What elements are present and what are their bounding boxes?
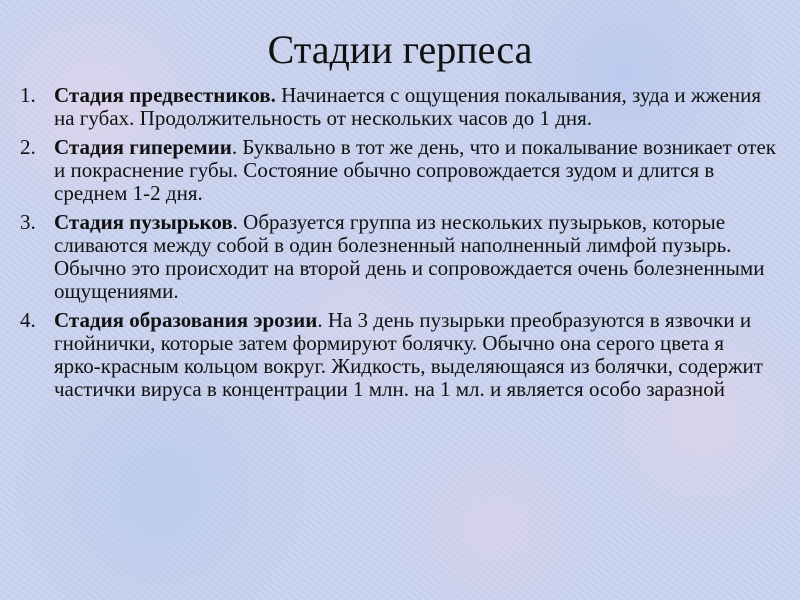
- slide-title: Стадии герпеса: [267, 27, 533, 72]
- stage-term: Стадия образования эрозии: [54, 308, 318, 332]
- stage-text: [54, 309, 776, 401]
- stage-item-3: [20, 211, 776, 303]
- stage-number: 4.: [20, 308, 36, 332]
- stage-item-2: [20, 136, 776, 205]
- stage-item-4: [20, 309, 776, 401]
- stage-number: 3.: [20, 210, 36, 234]
- stage-description: . Буквально в тот же день, что и покалывание возникает отек и покраснение губы. Состояние обычно сопровождается зудом и длится в среднем 1-2 дня.: [54, 135, 776, 205]
- stage-text: [54, 211, 776, 303]
- stage-list: [20, 84, 776, 407]
- stage-text: [54, 136, 776, 205]
- stage-number: 2.: [20, 135, 36, 159]
- stage-text: [54, 84, 776, 130]
- stage-term: Стадия пузырьков: [54, 210, 233, 234]
- stage-term: Стадия предвестников.: [54, 83, 276, 107]
- stage-number: 1.: [20, 83, 36, 107]
- stage-description: . На 3 день пузырьки преобразуются в язвочки и гнойнички, которые затем формируют болячку. Обычно она серого цвета я ярко-красным кольцом вокруг. Жидкость, выделяющаяся из болячки, содержит частички вируса в концентрации 1 млн. на 1 мл. и является особо заразной: [54, 308, 763, 401]
- stage-item-1: [20, 84, 776, 130]
- stage-description: Начинается с ощущения покалывания, зуда и жжения на губах. Продолжительность от нескольких часов до 1 дня.: [54, 83, 762, 130]
- stage-description: . Образуется группа из нескольких пузырьков, которые сливаются между собой в один болезненный наполненный лимфой пузырь. Обычно это происходит на второй день и сопровождается очень болезненными ощущениями.: [54, 210, 765, 303]
- stage-term: Стадия гиперемии: [54, 135, 232, 159]
